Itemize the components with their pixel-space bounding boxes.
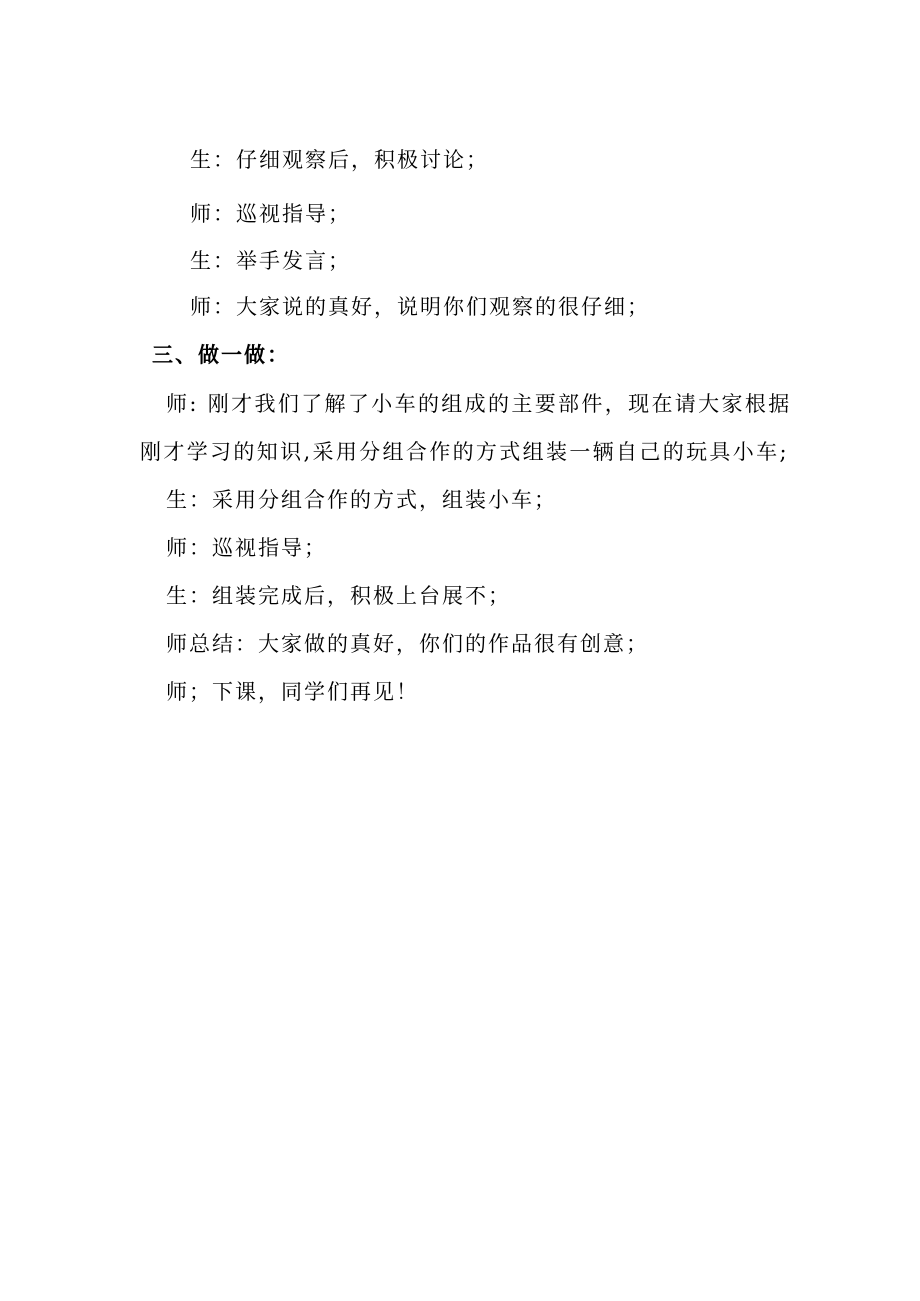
dialogue-line: 生：举手发言； [190,249,351,273]
dialogue-line: 师：巡视指导； [166,536,327,560]
dialogue-line: 生：采用分组合作的方式，组装小车； [166,488,557,512]
section-heading: 三、做一做： [152,343,290,367]
dialogue-line: 生：仔细观察后，积极讨论； [190,148,489,172]
paragraph-line: 师: 刚才我们了解了小车的组成的主要部件，现在请大家根据 [166,392,792,416]
dialogue-line: 师总结：大家做的真好，你们的作品很有创意； [166,632,649,656]
dialogue-line: 生：组装完成后，积极上台展不； [166,584,511,608]
paragraph-line: 刚才学习的知识,采用分组合作的方式组装一辆自己的玩具小车; [140,440,789,464]
dialogue-line: 师：大家说的真好，说明你们观察的很仔细； [190,295,650,319]
dialogue-line: 师：巡视指导； [190,202,351,226]
dialogue-line: 师；下课，同学们再见！ [166,680,419,704]
